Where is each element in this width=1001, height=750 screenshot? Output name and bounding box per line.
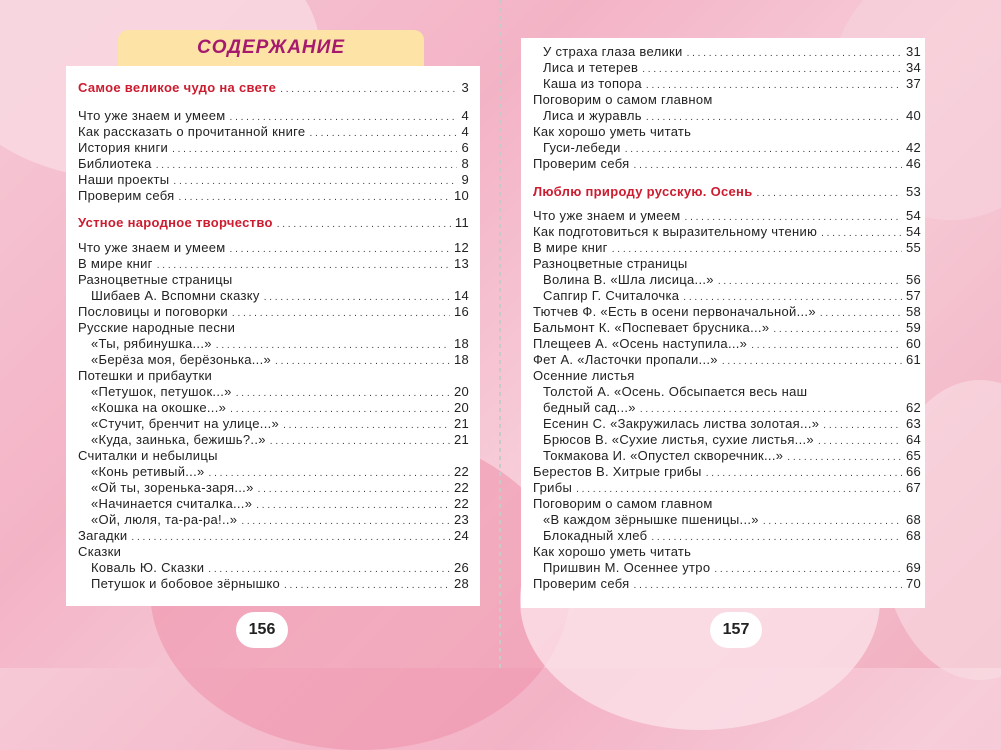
toc-entry-title: Устное народное творчество — [78, 215, 273, 230]
toc-entry-title: Как хорошо уметь читать — [533, 124, 692, 139]
toc-entry[interactable] — [533, 544, 921, 560]
toc-entry-page: 21 — [453, 432, 469, 447]
toc-entry-title: Пословицы и поговорки — [78, 304, 228, 319]
toc-entry[interactable] — [78, 544, 469, 560]
toc-entry-page: 57 — [905, 288, 921, 303]
page-title: СОДЕРЖАНИЕ — [197, 37, 345, 58]
toc-entry[interactable] — [543, 60, 921, 76]
toc-entry[interactable] — [543, 288, 921, 304]
toc-entry-page: 12 — [453, 240, 469, 255]
toc-entry-page: 28 — [453, 576, 469, 591]
toc-entry-title: «Ты, рябинушка...» — [91, 336, 212, 351]
toc-entry[interactable] — [91, 464, 469, 480]
toc-entry[interactable] — [91, 384, 469, 400]
toc-entry-page: 58 — [905, 304, 921, 319]
toc-entry[interactable] — [543, 560, 921, 576]
toc-entry[interactable] — [543, 140, 921, 156]
toc-entry-title: Блокадный хлеб — [543, 528, 648, 543]
toc-entry-page: 11 — [454, 215, 469, 230]
toc-entry[interactable] — [78, 188, 469, 204]
toc-entry[interactable] — [78, 108, 469, 124]
toc-entry-page: 69 — [905, 560, 921, 575]
toc-entry-page: 67 — [905, 480, 921, 495]
toc-entry[interactable] — [533, 464, 921, 480]
toc-entry-title: «Куда, заинька, бежишь?..» — [91, 432, 266, 447]
toc-entry[interactable] — [533, 240, 921, 256]
toc-entry-page: 64 — [905, 432, 921, 447]
toc-entry-title: У страха глаза велики — [543, 44, 683, 59]
toc-entry-title: Проверим себя — [533, 576, 630, 591]
toc-entry[interactable] — [543, 272, 921, 288]
toc-entry[interactable] — [91, 416, 469, 432]
toc-entry[interactable] — [78, 240, 469, 256]
page-number-left: 156 — [236, 612, 288, 648]
toc-entry-title: Волина В. «Шла лисица...» — [543, 272, 714, 287]
toc-entry-title: Каша из топора — [543, 76, 642, 91]
toc-entry[interactable] — [91, 480, 469, 496]
toc-entry-title: Лиса и журавль — [543, 108, 642, 123]
toc-leader-dots — [757, 184, 902, 202]
toc-entry-title: Загадки — [78, 528, 128, 543]
toc-entry-page: 26 — [453, 560, 469, 575]
toc-entry-title: Есенин С. «Закружилась листва золотая...» — [543, 416, 820, 431]
toc-entry-title: Что уже знаем и умеем — [78, 108, 226, 123]
toc-entry-page: 65 — [905, 448, 921, 463]
toc-entry-page: 18 — [453, 352, 469, 367]
toc-entry-title: Берестов В. Хитрые грибы — [533, 464, 702, 479]
toc-entry[interactable] — [91, 400, 469, 416]
toc-leader-dots — [277, 215, 451, 233]
toc-entry[interactable] — [78, 156, 469, 172]
toc-entry-title: Осенние листья — [533, 368, 635, 383]
toc-entry-title: В мире книг — [78, 256, 153, 271]
toc-entry[interactable] — [78, 272, 469, 288]
toc-entry-page: 66 — [905, 464, 921, 479]
toc-entry-page: 20 — [453, 384, 469, 399]
toc-entry-title: «Конь ретивый...» — [91, 464, 205, 479]
toc-entry[interactable] — [543, 76, 921, 92]
toc-entry-title: Бальмонт К. «Поспевает брусника...» — [533, 320, 770, 335]
toc-entry[interactable] — [78, 140, 469, 156]
toc-entry-page: 3 — [461, 80, 469, 95]
toc-entry[interactable] — [533, 156, 921, 172]
page-fold-divider — [499, 0, 501, 668]
toc-entry-title: «Ой ты, зоренька-заря...» — [91, 480, 254, 495]
toc-entry[interactable] — [78, 172, 469, 188]
toc-entry[interactable] — [78, 256, 469, 272]
toc-entry[interactable] — [543, 432, 921, 448]
toc-entry[interactable] — [543, 448, 921, 464]
toc-leader-dots — [284, 576, 450, 594]
toc-entry-title: Гуси-лебеди — [543, 140, 621, 155]
toc-entry-page: 34 — [905, 60, 921, 75]
toc-entry-title: «Стучит, бренчит на улице...» — [91, 416, 280, 431]
toc-entry-page: 24 — [453, 528, 469, 543]
toc-entry-page: 63 — [905, 416, 921, 431]
toc-entry[interactable] — [533, 368, 921, 384]
toc-entry[interactable] — [533, 256, 921, 272]
toc-leader-dots — [634, 156, 902, 174]
toc-entry-title: История книги — [78, 140, 169, 155]
toc-entry-title: Грибы — [533, 480, 573, 495]
toc-entry-title: Разноцветные страницы — [533, 256, 688, 271]
toc-entry-title: Шибаев А. Вспомни сказку — [91, 288, 260, 303]
toc-entry[interactable] — [78, 124, 469, 140]
toc-entry-page: 68 — [905, 512, 921, 527]
toc-entry[interactable] — [533, 576, 921, 592]
toc-entry[interactable] — [78, 528, 469, 544]
toc-entry-title: бедный сад...» — [543, 400, 636, 415]
toc-entry-page: 55 — [905, 240, 921, 255]
toc-entry-page: 62 — [905, 400, 921, 415]
toc-entry[interactable] — [543, 384, 921, 400]
page-number-right: 157 — [710, 612, 762, 648]
toc-entry-page: 14 — [453, 288, 469, 303]
toc-entry-title: Сказки — [78, 544, 122, 559]
toc-entry[interactable] — [78, 304, 469, 320]
toc-entry-page: 4 — [461, 108, 469, 123]
toc-entry[interactable] — [91, 336, 469, 352]
toc-entry[interactable] — [543, 108, 921, 124]
toc-entry-page: 6 — [461, 140, 469, 155]
toc-entry-title: Толстой А. «Осень. Обсыпается весь наш — [543, 384, 808, 399]
toc-entry-page: 56 — [905, 272, 921, 287]
toc-entry-title: Русские народные песни — [78, 320, 236, 335]
toc-entry-title: Как подготовиться к выразительному чтению — [533, 224, 818, 239]
toc-entry-page: 22 — [453, 464, 469, 479]
toc-entry-page: 61 — [905, 352, 921, 367]
toc-entry-page: 37 — [905, 76, 921, 91]
toc-entry[interactable] — [533, 224, 921, 240]
toc-entry-title: «Кошка на окошке...» — [91, 400, 227, 415]
toc-entry-page: 59 — [905, 320, 921, 335]
toc-entry[interactable] — [78, 215, 469, 231]
toc-entry[interactable] — [543, 44, 921, 60]
toc-entry-title: Брюсов В. «Сухие листья, сухие листья...» — [543, 432, 814, 447]
toc-entry-title: Петушок и бобовое зёрнышко — [91, 576, 280, 591]
toc-entry-title: В мире книг — [533, 240, 608, 255]
toc-entry-page: 16 — [453, 304, 469, 319]
toc-entry-page: 54 — [905, 224, 921, 239]
toc-entry-title: Фет А. «Ласточки пропали...» — [533, 352, 718, 367]
toc-entry-page: 70 — [905, 576, 921, 591]
toc-entry-title: Проверим себя — [533, 156, 630, 171]
toc-entry[interactable] — [91, 576, 469, 592]
toc-entry-title: Проверим себя — [78, 188, 175, 203]
toc-entry-title: Что уже знаем и умеем — [78, 240, 226, 255]
toc-entry-page: 46 — [905, 156, 921, 171]
toc-entry-page: 10 — [453, 188, 469, 203]
toc-entry-page: 54 — [905, 208, 921, 223]
toc-entry-title: Как рассказать о прочитанной книге — [78, 124, 306, 139]
toc-entry[interactable] — [533, 304, 921, 320]
toc-entry-title: Библиотека — [78, 156, 152, 171]
toc-entry[interactable] — [533, 184, 921, 200]
toc-entry-page: 9 — [461, 172, 469, 187]
toc-entry-title: Считалки и небылицы — [78, 448, 218, 463]
toc-entry[interactable] — [78, 448, 469, 464]
toc-entry[interactable] — [91, 496, 469, 512]
toc-entry-page: 53 — [905, 184, 921, 199]
toc-entry-title: Люблю природу русскую. Осень — [533, 184, 753, 199]
toc-entry-title: Коваль Ю. Сказки — [91, 560, 205, 575]
toc-entry-title: «Берёза моя, берёзонька...» — [91, 352, 272, 367]
toc-entry-page: 31 — [905, 44, 921, 59]
toc-entry[interactable] — [533, 496, 921, 512]
toc-entry-title: «Петушок, петушок...» — [91, 384, 232, 399]
toc-entry-title: «Ой, люля, та-ра-ра!..» — [91, 512, 238, 527]
toc-entry-title: Потешки и прибаутки — [78, 368, 213, 383]
toc-entry-page: 68 — [905, 528, 921, 543]
toc-entry[interactable] — [78, 320, 469, 336]
toc-entry[interactable] — [533, 320, 921, 336]
toc-entry[interactable] — [543, 528, 921, 544]
toc-entry-page: 42 — [905, 140, 921, 155]
toc-entry[interactable] — [78, 80, 469, 96]
toc-entry-page: 8 — [461, 156, 469, 171]
toc-entry-title: «В каждом зёрнышке пшеницы...» — [543, 512, 759, 527]
toc-entry[interactable] — [91, 560, 469, 576]
toc-entry[interactable] — [533, 208, 921, 224]
toc-entry[interactable] — [533, 352, 921, 368]
toc-entry[interactable] — [78, 368, 469, 384]
toc-leader-dots — [280, 80, 457, 98]
toc-entry-title: Тютчев Ф. «Есть в осени первоначальной...» — [533, 304, 816, 319]
toc-entry-title: Разноцветные страницы — [78, 272, 233, 287]
toc-entry-title: Наши проекты — [78, 172, 170, 187]
toc-entry-page: 60 — [905, 336, 921, 351]
toc-leader-dots — [634, 576, 902, 594]
toc-entry-page: 40 — [905, 108, 921, 123]
toc-entry-title: Пришвин М. Осеннее утро — [543, 560, 711, 575]
toc-entry[interactable] — [91, 288, 469, 304]
toc-entry-page: 13 — [453, 256, 469, 271]
toc-entry-page: 21 — [453, 416, 469, 431]
toc-entry-page: 20 — [453, 400, 469, 415]
toc-entry-title: Сапгир Г. Считалочка — [543, 288, 680, 303]
toc-entry[interactable] — [91, 432, 469, 448]
toc-entry-title: Что уже знаем и умеем — [533, 208, 681, 223]
toc-entry-page: 4 — [461, 124, 469, 139]
toc-entry-page: 22 — [453, 496, 469, 511]
toc-entry-title: Лиса и тетерев — [543, 60, 639, 75]
toc-leader-dots — [179, 188, 450, 206]
toc-entry[interactable] — [533, 336, 921, 352]
toc-entry[interactable] — [91, 352, 469, 368]
toc-entry-page: 22 — [453, 480, 469, 495]
toc-entry[interactable] — [533, 92, 921, 108]
toc-entry-page: 18 — [453, 336, 469, 351]
toc-entry-page: 23 — [453, 512, 469, 527]
toc-entry[interactable] — [543, 416, 921, 432]
toc-entry[interactable] — [543, 400, 921, 416]
toc-entry[interactable] — [533, 480, 921, 496]
toc-entry[interactable] — [533, 124, 921, 140]
toc-entry-title: Как хорошо уметь читать — [533, 544, 692, 559]
toc-entry-title: Поговорим о самом главном — [533, 496, 713, 511]
toc-entry-title: Плещеев А. «Осень наступила...» — [533, 336, 748, 351]
toc-entry-title: Поговорим о самом главном — [533, 92, 713, 107]
toc-entry[interactable] — [91, 512, 469, 528]
toc-entry[interactable] — [543, 512, 921, 528]
toc-entry-title: «Начинается считалка...» — [91, 496, 253, 511]
toc-entry-title: Самое великое чудо на свете — [78, 80, 277, 95]
toc-entry-title: Токмакова И. «Опустел скворечник...» — [543, 448, 784, 463]
